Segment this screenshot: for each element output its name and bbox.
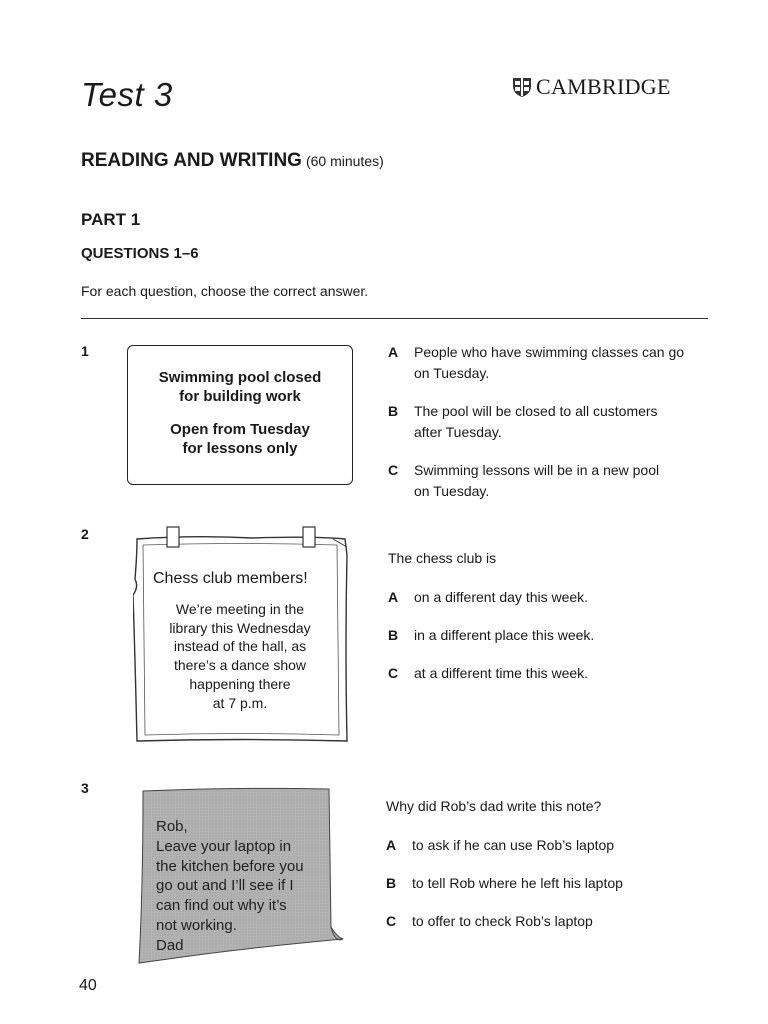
question-3-note [137,787,347,967]
option-c[interactable] [388,663,708,684]
option-c[interactable] [386,911,706,932]
option-text: to offer to check Rob’s laptop [412,913,593,929]
option-letter: B [386,875,397,891]
option-text: The pool will be closed to all customers after Tuesday. [414,403,658,440]
option-letter: A [388,589,399,605]
page-number: 40 [79,977,97,994]
section-title-text: READING AND WRITING [81,150,302,171]
option-text: in a different place this week. [414,627,595,643]
instruction: For each question, choose the correct answer. [81,283,369,299]
option-b[interactable] [388,401,708,443]
option-text: to tell Rob where he left his laptop [412,875,623,891]
sign-line: for building work [179,388,301,405]
question-2-stem: The chess club is [388,550,497,566]
part-title: PART 1 [81,210,141,229]
option-letter: B [388,627,399,643]
question-2-options [388,587,708,684]
notice-heading: Chess club members! [153,570,308,587]
divider [81,318,708,319]
question-2-notice [133,525,351,745]
test-title: Test 3 [81,76,173,113]
option-letter: C [388,665,399,681]
option-b[interactable] [388,625,708,646]
question-1-options [388,342,708,502]
option-text: to ask if he can use Rob’s laptop [412,837,615,853]
sign-line: Swimming pool closed [158,369,322,386]
cambridge-logo [511,74,671,100]
question-3-number: 3 [81,780,89,796]
notice-body: We’re meeting in the library this Wednesday instead of the hall, as there’s a dance show happening there at 7 p.m. [169,601,311,711]
question-2-number: 2 [81,526,89,542]
option-b[interactable] [386,873,706,894]
logo-text: CAMBRIDGE [536,74,671,99]
option-letter: A [388,344,399,360]
section-time: (60 minutes) [305,153,384,169]
option-a[interactable] [388,342,708,384]
question-1-number: 1 [81,343,89,359]
option-text: at a different time this week. [414,665,589,681]
option-a[interactable] [386,835,706,856]
question-3-stem: Why did Rob’s dad write this note? [386,798,602,814]
option-a[interactable] [388,587,708,608]
option-text: on a different day this week. [414,589,589,605]
option-letter: B [388,403,399,419]
questions-range: QUESTIONS 1–6 [81,245,199,262]
section-title [81,150,384,172]
note-text: Rob, Leave your laptop in the kitchen before you go out and I’ll see if I can find out why it’s not working. Dad [156,818,304,954]
question-3-options [386,835,706,932]
option-text: People who have swimming classes can go on Tuesday. [414,344,685,381]
option-letter: A [386,837,397,853]
option-text: Swimming lessons will be in a new pool on Tuesday. [414,462,660,499]
sign-line: for lessons only [182,440,298,457]
option-letter: C [386,913,397,929]
sign-line: Open from Tuesday [170,421,310,438]
option-letter: C [388,462,399,478]
option-c[interactable] [388,460,708,502]
crest-icon [511,76,533,98]
question-1-sign [127,345,353,485]
